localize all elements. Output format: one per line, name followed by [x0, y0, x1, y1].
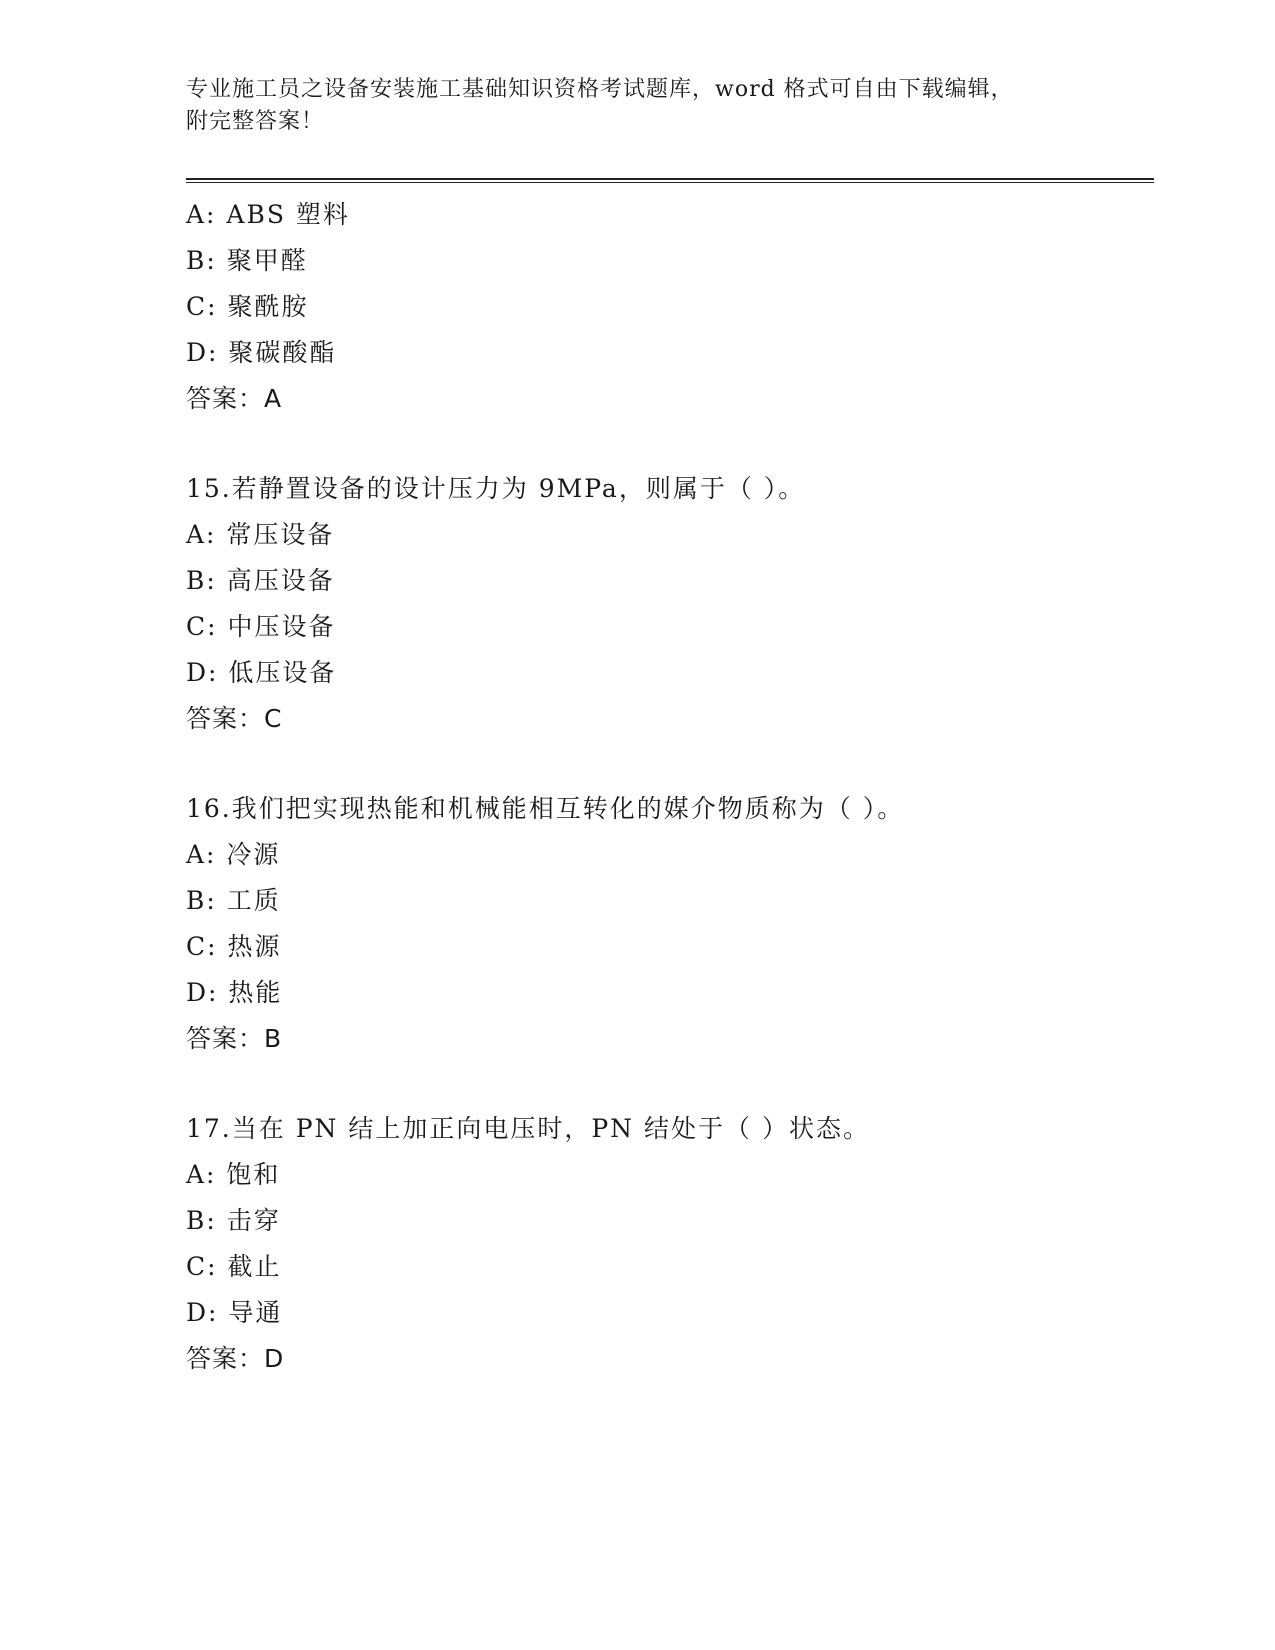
- document-header: [186, 74, 1086, 138]
- option-d: D: 低压设备: [186, 658, 337, 687]
- option-a: A: 冷源: [186, 840, 281, 869]
- question-text: 17.当在 PN 结上加正向电压时，PN 结处于（ ）状态。: [186, 1114, 870, 1143]
- option-a: A: 常压设备: [186, 520, 335, 549]
- question-text: 16.我们把实现热能和机械能相互转化的媒介物质称为（ ）。: [186, 794, 905, 823]
- answer-line: 答案：B: [186, 1024, 283, 1053]
- question-block-15: [186, 466, 1146, 742]
- option-c: C: 聚酰胺: [186, 292, 309, 321]
- option-a: A: ABS 塑料: [186, 200, 350, 229]
- question-block-16: [186, 786, 1146, 1062]
- answer-line: 答案：D: [186, 1344, 285, 1373]
- question-block-14: [186, 192, 1146, 422]
- option-d: D: 热能: [186, 978, 283, 1007]
- option-b: B: 击穿: [186, 1206, 281, 1235]
- spacer: [186, 1062, 1146, 1106]
- answer-line: 答案：A: [186, 384, 283, 413]
- answer-line: 答案：C: [186, 704, 283, 733]
- question-block-17: [186, 1106, 1146, 1382]
- header-line-2: 附完整答案！: [186, 109, 325, 134]
- option-d: D: 导通: [186, 1298, 283, 1327]
- question-text: 15.若静置设备的设计压力为 9MPa，则属于（ ）。: [186, 474, 806, 503]
- option-c: C: 截止: [186, 1252, 282, 1281]
- option-c: C: 中压设备: [186, 612, 336, 641]
- option-d: D: 聚碳酸酯: [186, 338, 337, 367]
- option-b: B: 工质: [186, 886, 281, 915]
- option-b: B: 聚甲醛: [186, 246, 308, 275]
- option-a: A: 饱和: [186, 1160, 281, 1189]
- header-line-1: 专业施工员之设备安装施工基础知识资格考试题库，word 格式可自由下载编辑，: [186, 77, 1014, 102]
- option-b: B: 高压设备: [186, 566, 335, 595]
- header-divider: [186, 178, 1154, 183]
- question-list: [186, 192, 1146, 1382]
- spacer: [186, 422, 1146, 466]
- option-c: C: 热源: [186, 932, 282, 961]
- spacer: [186, 742, 1146, 786]
